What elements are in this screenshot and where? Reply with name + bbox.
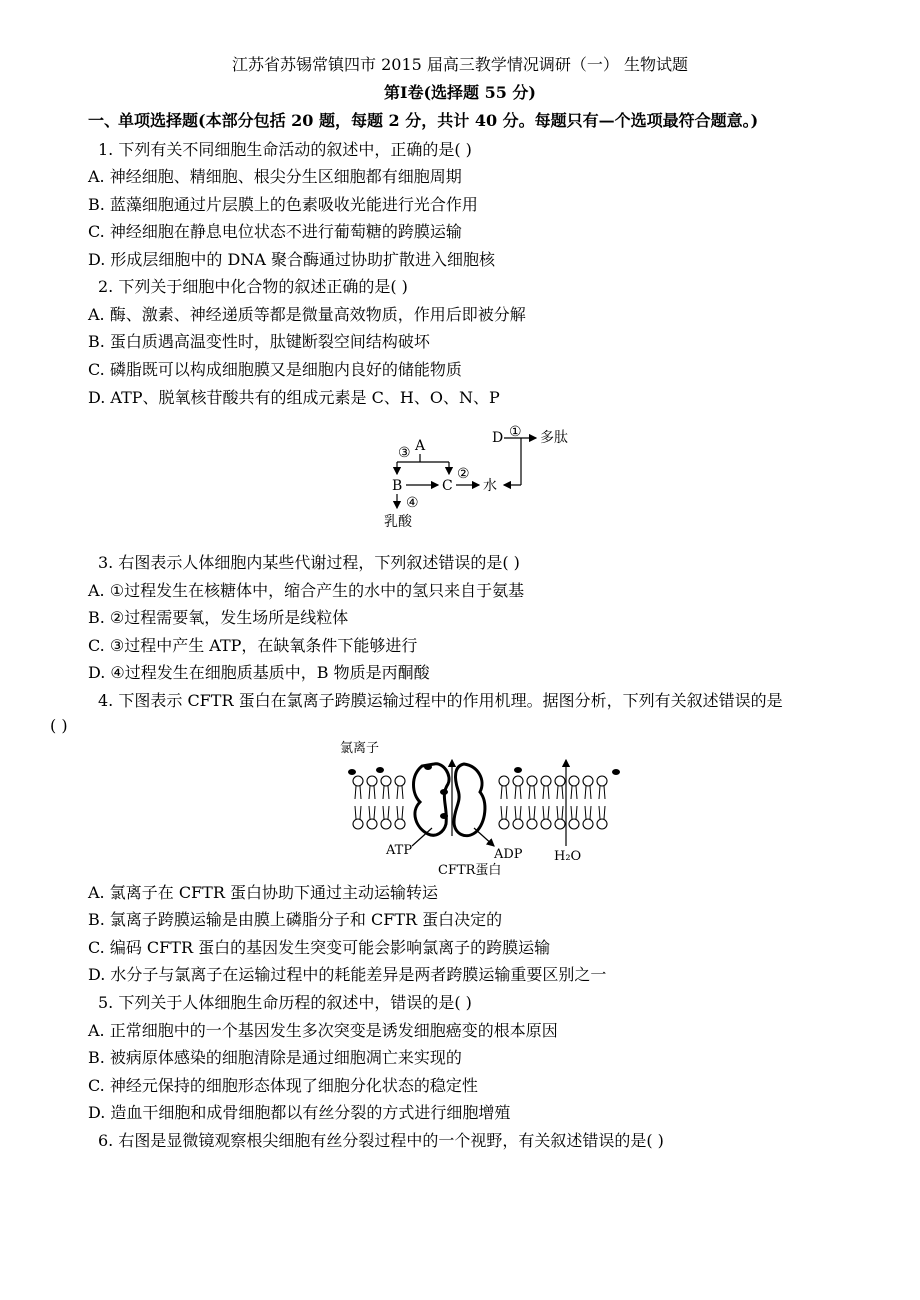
part-heading: 第Ⅰ卷(选择题 55 分) [383, 83, 537, 102]
question-3-option-c: C. ③过程中产生 ATP，在缺氧条件下能够进行 [88, 636, 418, 655]
question-2-option-a: A. 酶、激素、神经递质等都是微量高效物质，作用后即被分解 [88, 305, 526, 324]
question-3-option-a: A. ①过程发生在核糖体中，缩合产生的水中的氢只来自于氨基 [88, 581, 525, 600]
node-a-label: A [415, 438, 426, 454]
atp-label: ATP [386, 843, 413, 858]
section-instructions: 单项选择题(本部分包括 20 题，每题 2 分，共计 40 分。每题只有—个选项最符合题意。) [118, 111, 759, 130]
chloride-ion-label: 氯离子 [340, 741, 380, 756]
adp-label: ADP [494, 847, 523, 862]
question-4-option-a: A. 氯离子在 CFTR 蛋白协助下通过主动运输转运 [88, 883, 438, 902]
step-2-label: ② [457, 466, 470, 482]
question-4-option-b: B. 氯离子跨膜运输是由膜上磷脂分子和 CFTR 蛋白决定的 [88, 910, 503, 929]
question-4-stem: 4. 下图表示 CFTR 蛋白在氯离子跨膜运输过程中的作用机理。据图分析，下列有关叙述错误的是 [98, 691, 783, 710]
metabolism-diagram [380, 414, 590, 534]
node-c-label: C [442, 478, 453, 494]
question-5-stem: 5. 下列关于人体细胞生命历程的叙述中，错误的是( ) [98, 993, 472, 1012]
question-4-paren: ( ) [50, 716, 68, 735]
question-4-option-d: D. 水分子与氯离子在运输过程中的耗能差异是两者跨膜运输重要区别之一 [88, 965, 607, 984]
question-3-option-d: D. ④过程发生在细胞质基质中，B 物质是丙酮酸 [88, 663, 430, 682]
section-number: 一、 [88, 111, 121, 130]
question-5-option-d: D. 造血干细胞和成骨细胞都以有丝分裂的方式进行细胞增殖 [88, 1103, 511, 1122]
question-1-option-d: D. 形成层细胞中的 DNA 聚合酶通过协助扩散进入细胞核 [88, 250, 495, 269]
cftr-protein-label: CFTR蛋白 [438, 863, 502, 878]
question-5-option-a: A. 正常细胞中的一个基因发生多次突变是诱发细胞癌变的根本原因 [88, 1021, 558, 1040]
question-1-option-b: B. 蓝藻细胞通过片层膜上的色素吸收光能进行光合作用 [88, 195, 478, 214]
section-heading [88, 108, 758, 131]
cftr-membrane-diagram [336, 736, 626, 881]
water-molecule-label: H₂O [554, 849, 582, 864]
peptide-label: 多肽 [540, 430, 568, 446]
lactate-label: 乳酸 [384, 514, 412, 530]
question-1-option-a: A. 神经细胞、精细胞、根尖分生区细胞都有细胞周期 [88, 167, 462, 186]
step-4-label: ④ [406, 495, 419, 511]
step-3-label: ③ [398, 445, 411, 461]
question-3-stem: 3. 右图表示人体细胞内某些代谢过程，下列叙述错误的是( ) [98, 553, 520, 572]
question-2-stem: 2. 下列关于细胞中化合物的叙述正确的是( ) [98, 277, 408, 296]
question-5-option-b: B. 被病原体感染的细胞清除是通过细胞凋亡来实现的 [88, 1048, 462, 1067]
question-3-option-b: B. ②过程需要氧，发生场所是线粒体 [88, 608, 349, 627]
question-1-option-c: C. 神经细胞在静息电位状态不进行葡萄糖的跨膜运输 [88, 222, 462, 241]
question-2-option-b: B. 蛋白质遇高温变性时，肽键断裂空间结构破坏 [88, 332, 430, 351]
question-5-option-c: C. 神经元保持的细胞形态体现了细胞分化状态的稳定性 [88, 1076, 478, 1095]
question-2-option-c: C. 磷脂既可以构成细胞膜又是细胞内良好的储能物质 [88, 360, 462, 379]
question-4-option-c: C. 编码 CFTR 蛋白的基因发生突变可能会影响氯离子的跨膜运输 [88, 938, 551, 957]
water-label: 水 [483, 478, 497, 494]
step-1-label: ① [509, 424, 522, 440]
question-6-stem: 6. 右图是显微镜观察根尖细胞有丝分裂过程中的一个视野，有关叙述错误的是( ) [98, 1131, 664, 1150]
node-b-label: B [392, 478, 403, 494]
node-d-label: D [492, 430, 504, 446]
question-1-stem: 1. 下列有关不同细胞生命活动的叙述中，正确的是( ) [98, 140, 472, 159]
question-2-option-d: D. ATP、脱氧核苷酸共有的组成元素是 C、H、O、N、P [88, 388, 500, 407]
exam-title: 江苏省苏锡常镇四市 2015 届高三教学情况调研（一） 生物试题 [232, 55, 688, 74]
